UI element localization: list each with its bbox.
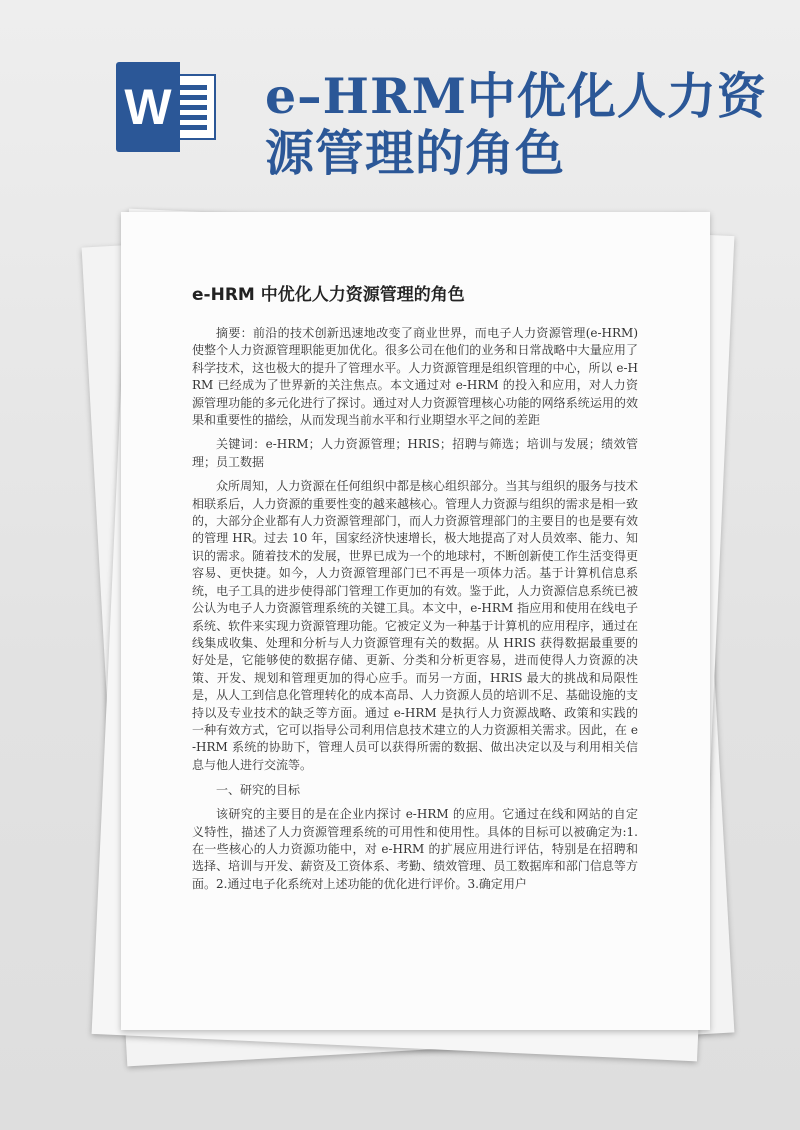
word-icon <box>116 62 216 152</box>
abstract-paragraph: 摘要：前沿的技术创新迅速地改变了商业世界，而电子人力资源管理(e-HRM)使整个人力资源管理职能更加优化。很多公司在他们的业务和日常战略中大量应用了科学技术，这也极大的提升了管理水平。人力资源管理是组织管理的中心，所以 e-HRM 已经成为了世界新的关注焦点。本文通过对 e-HRM 的投入和应用，对人力资源管理功能的多元化进行了探讨。通过对人力资源管理核心功能的网络系统运用的效果和重要性的描绘，从而发现当前水平和行业期望水平之间的差距 <box>192 326 638 428</box>
keywords-paragraph: 关键词：e-HRM；人力资源管理；HRIS；招聘与筛选；培训与发展；绩效管理；员工数据 <box>192 437 638 469</box>
section-paragraph: 该研究的主要目的是在企业内探讨 e-HRM 的应用。它通过在线和网站的自定义特性，描述了人力资源管理系统的可用性和使用性。具体的目标可以被确定为:1.在一些核心的人力资源功能中，对 e-HRM 的扩展应用进行评估，特别是在招聘和选择、培训与开发、薪资及工资体系、考勤、绩效管理、员工数据库和部门信息等方面。2.通过电子化系统对上述功能的优化进行评价。3.确定用户 <box>192 807 638 891</box>
page-title: e–HRM中优化人力资源管理的角色 <box>265 67 767 182</box>
body-paragraph: 众所周知，人力资源在任何组织中都是核心组织部分。当其与组织的服务与技术相联系后，人力资源的重要性变的越来越核心。管理人力资源与组织的需求是相一致的，大部分企业都有人力资源管理部门，而人力资源管理部门的主要目的也是要有效的管理 HR。过去 10 年，国家经济快速增长，极大地提高了对人员效率、能力、知识的需求。随着技术的发展，世界已成为一个的地球村，不断创新使工作生活变得更容易、更快捷。如今，人力资源管理部门已不再是一项体力活。基于计算机信息系统，电子工具的进步使得部门管理工作更加的有效。鉴于此，人力资源信息系统已被公认为电子人力资源管理系统的关键工具。本文中，e-HRM 指应用和使用在线电子系统、软件来实现力资源管理功能。它被定义为一种基于计算机的应用程序，通过在线集成收集、处理和分析与人力资源管理有关的数据。从 HRIS 获得数据最重要的好处是，它能够使的数据存储、更新、分类和分析更容易，进而使得人力资源的决策、开发、规划和管理更加的得心应手。而另一方面，HRIS 最大的挑战和局限性是，从人工到信息化管理转化的成本高昂、人力资源人员的培训不足、基础设施的支持以及专业技术的缺乏等方面。通过 e-HRM 是执行人力资源战略、政策和实践的一种有效方式，它可以指导公司利用信息技术建立的人力资源相关需求。因此，在 e-HRM 系统的协助下，管理人员可以获得所需的数据、做出决定以及与利用相关信息与他人进行交流等。 <box>192 479 638 772</box>
section-heading: 一、研究的目标 <box>216 783 301 798</box>
word-letter: W <box>116 62 180 152</box>
document-title: e-HRM 中优化人力资源管理的角色 <box>192 285 465 305</box>
document-body <box>192 284 638 900</box>
